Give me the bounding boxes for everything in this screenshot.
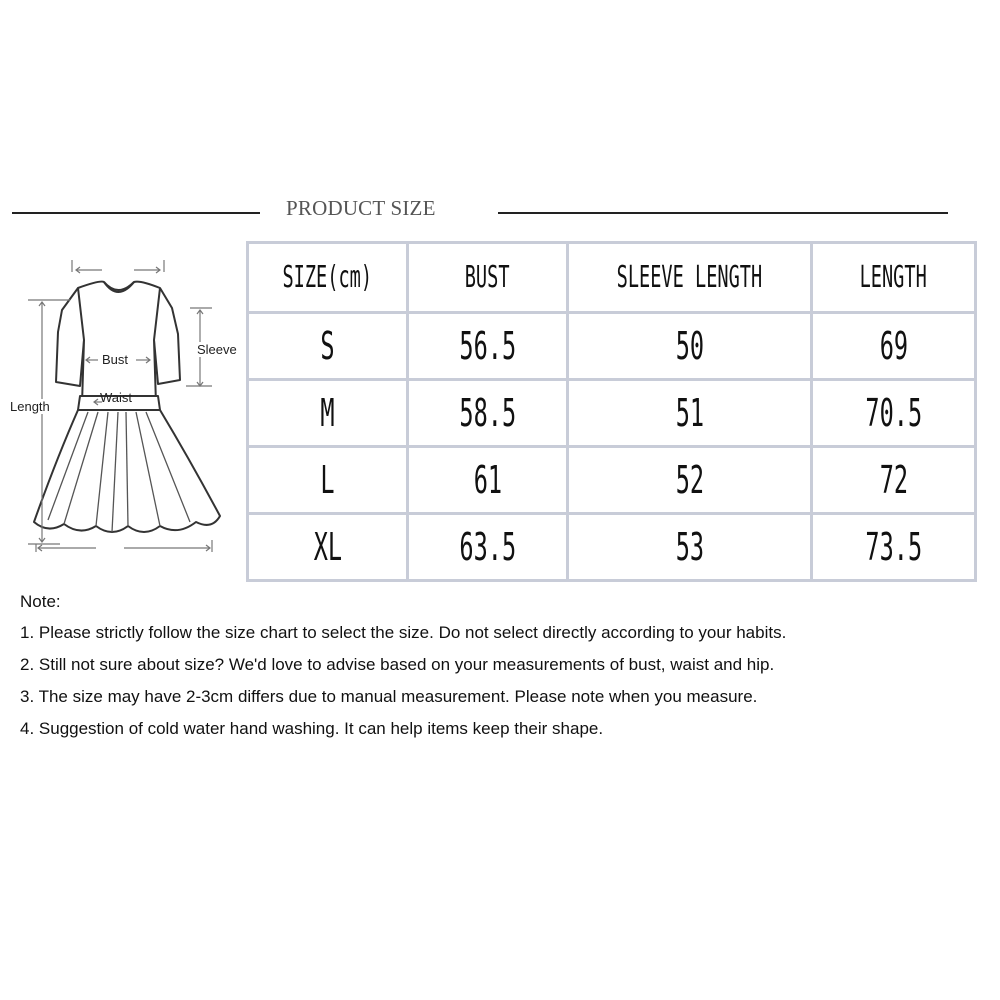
table-cell: 61 [408,447,568,514]
note-item: 2. Still not sure about size? We'd love to advise based on your measurements of bust, waist and hip. [20,655,775,674]
note-item: 3. The size may have 2-3cm differs due to manual measurement. Please note when you measure. [20,687,758,706]
header-cell: BUST [408,243,568,313]
page-title: PRODUCT SIZE [286,196,436,220]
table-cell: 50 [568,313,812,380]
table-cell: 63.5 [408,514,568,581]
notes-section [20,592,995,750]
header-cell: SLEEVE LENGTH [568,243,812,313]
table-cell: 52 [568,447,812,514]
dress-measurement-diagram [0,250,250,560]
table-row [248,447,976,514]
table-cell: 73.5 [812,514,976,581]
table-header-row [248,243,976,313]
table-cell: 69 [812,313,976,380]
title-divider-left [12,212,260,214]
product-size-title-row [0,196,1000,230]
note-item: 4. Suggestion of cold water hand washing. It can help items keep their shape. [20,719,604,738]
note-item: 1. Please strictly follow the size chart to select the size. Do not select directly according to your habits. [20,623,787,642]
bust-label: Bust [102,352,129,367]
length-label: Length [10,399,50,414]
header-cell: LENGTH [812,243,976,313]
table-cell: 51 [568,380,812,447]
table-row [248,313,976,380]
sleeve-label: Sleeve [197,342,237,357]
waist-label: Waist [100,390,133,405]
table-cell: 56.5 [408,313,568,380]
table-cell: S [248,313,408,380]
header-cell: SIZE(cm) [248,243,408,313]
table-cell: M [248,380,408,447]
notes-title: Note: [20,592,61,611]
table-cell: L [248,447,408,514]
table-cell: XL [248,514,408,581]
table-cell: 53 [568,514,812,581]
table-row [248,514,976,581]
table-row [248,380,976,447]
title-divider-right [498,212,948,214]
table-cell: 70.5 [812,380,976,447]
size-chart-table [246,241,977,582]
table-cell: 58.5 [408,380,568,447]
table-cell: 72 [812,447,976,514]
